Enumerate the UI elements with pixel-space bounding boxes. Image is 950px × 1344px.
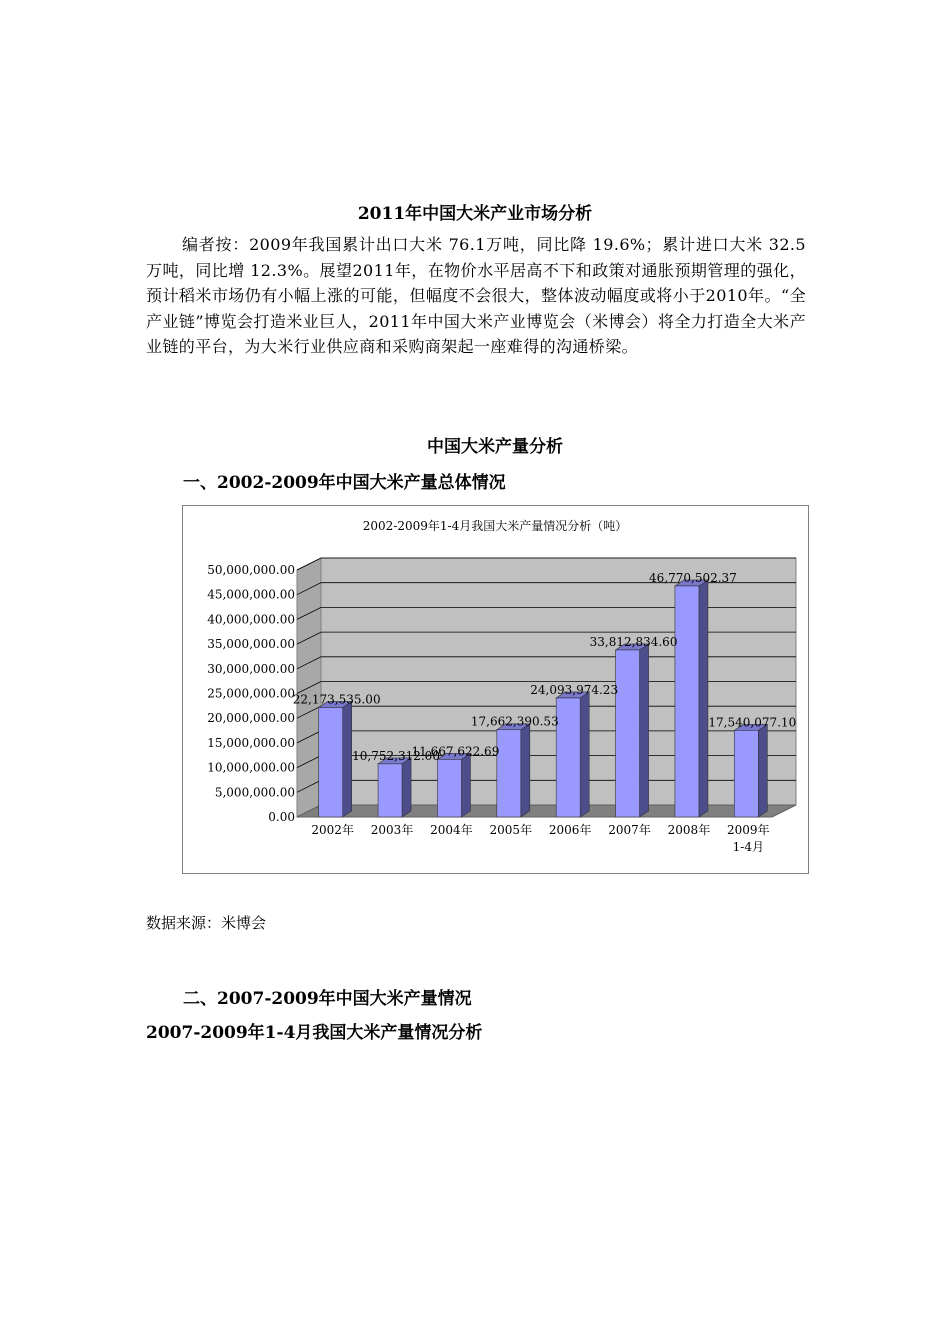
- heading-overall-production: 一、2002-2009年中国大米产量总体情况: [183, 473, 506, 493]
- intro-paragraph: 编者按：2009年我国累计出口大米 76.1万吨，同比降 19.6%；累计进口大米 32.5万吨，同比增 12.3%。展望2011年，在物价水平居高不下和政策对通胀预期管理的强化，预计稻米市场仍有小幅上涨的可能，但幅度不会很大，整体波动幅度或将小于2010年。“全产业链”博览会打造米业巨人，2011年中国大米产业博览会（米博会）将全力打造全大米产业链的平台，为大米行业供应商和采购商架起一座难得的沟通桥梁。: [146, 235, 806, 356]
- bar-value-label: 24,093,974.23: [530, 682, 619, 697]
- chart-bar-front: [437, 759, 461, 817]
- bar-value-label: 17,662,390.53: [470, 714, 559, 729]
- y-tick-label: 30,000,000.00: [207, 661, 295, 676]
- production-chart: [182, 505, 809, 874]
- chart-bar-front: [497, 730, 521, 817]
- y-tick-label: 35,000,000.00: [207, 637, 295, 652]
- chart-bar-side: [461, 753, 470, 817]
- chart-bar-front: [616, 650, 640, 817]
- heading-monthly-analysis: 2007-2009年1-4月我国大米产量情况分析: [146, 1023, 483, 1043]
- chart-bar-side: [699, 580, 708, 817]
- chart-bar: [378, 758, 411, 817]
- bar-value-label: 46,770,502.37: [649, 570, 737, 585]
- document-title: 2011年中国大米产业市场分析: [357, 204, 593, 224]
- y-tick-label: 0.00: [268, 810, 295, 824]
- x-tick-label: 2003年: [370, 823, 414, 837]
- chart-bar-side: [402, 758, 411, 817]
- bar-value-label: 22,173,535.00: [292, 692, 381, 707]
- y-tick-label: 5,000,000.00: [214, 785, 295, 800]
- chart-bar-front: [556, 698, 580, 817]
- heading-recent-production: 二、2007-2009年中国大米产量情况: [183, 989, 472, 1009]
- data-source-note: 数据来源：米博会: [146, 914, 267, 932]
- x-tick-label: 2006年: [548, 823, 592, 837]
- chart-floor: [297, 805, 796, 817]
- y-tick-label: 20,000,000.00: [207, 711, 295, 726]
- chart-bar-side: [640, 644, 649, 817]
- production-bar-chart: [183, 506, 808, 873]
- bar-value-label: 33,812,834.60: [589, 634, 678, 649]
- x-tick-label: 2009年 1-4月: [727, 823, 770, 854]
- chart-bar: [675, 580, 708, 817]
- x-tick-label: 2002年: [311, 823, 354, 837]
- y-tick-label: 50,000,000.00: [207, 563, 295, 577]
- chart-bar-side: [758, 724, 767, 817]
- chart-bar-front: [378, 764, 402, 817]
- chart-bar: [556, 692, 589, 817]
- section-title: 中国大米产量分析: [427, 437, 563, 457]
- chart-bar-front: [319, 707, 343, 817]
- chart-bar-side: [343, 701, 352, 817]
- x-tick-label: 2007年: [608, 823, 651, 837]
- x-tick-label: 2008年: [667, 823, 711, 837]
- x-tick-label: 2005年: [489, 823, 533, 837]
- y-tick-label: 10,000,000.00: [207, 760, 295, 775]
- chart-bar-front: [734, 730, 758, 817]
- chart-bar: [319, 701, 352, 817]
- chart-bar: [437, 753, 470, 817]
- bar-value-label: 17,540,077.10: [708, 715, 797, 730]
- chart-bar-side: [580, 692, 589, 817]
- chart-bar-front: [675, 586, 699, 817]
- chart-title: 2002-2009年1-4月我国大米产量情况分析（吨）: [362, 519, 628, 533]
- x-tick-label: 2004年: [430, 823, 473, 837]
- chart-bar: [616, 644, 649, 817]
- y-tick-label: 40,000,000.00: [207, 612, 295, 627]
- y-tick-label: 45,000,000.00: [207, 587, 295, 602]
- bar-value-label: 10,752,312.00: [352, 748, 440, 763]
- chart-bar-side: [521, 724, 530, 817]
- chart-bar: [497, 724, 530, 817]
- bar-value-label: 11,667,622.69: [411, 744, 500, 759]
- chart-bar: [734, 724, 767, 817]
- y-tick-label: 25,000,000.00: [207, 686, 295, 701]
- y-tick-label: 15,000,000.00: [207, 735, 295, 750]
